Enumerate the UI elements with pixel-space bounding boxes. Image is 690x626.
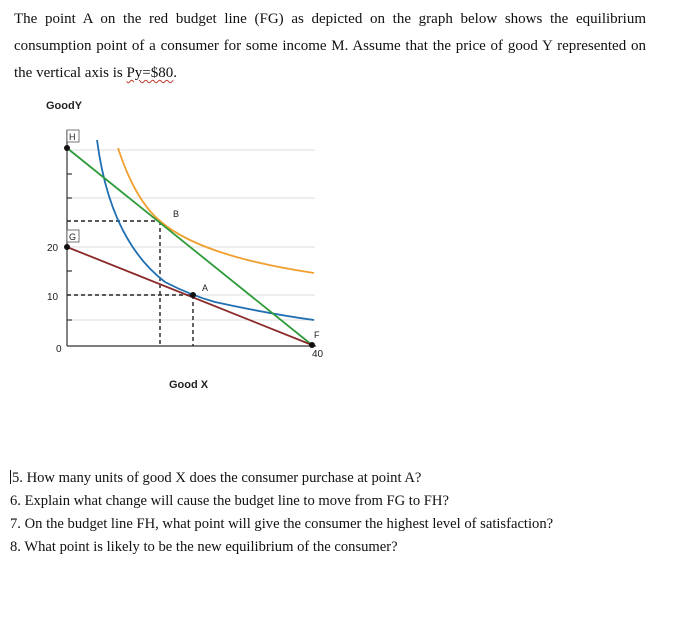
point-label-b: B (173, 209, 180, 219)
text-cursor (10, 470, 11, 484)
y-tick-label-20: 20 (47, 243, 59, 254)
budget-line-fg (67, 247, 312, 345)
problem-text-end: . (173, 65, 178, 81)
point-label-a: A (202, 283, 209, 293)
price-of-good-y: Py=$80 (126, 65, 174, 81)
y-tick-label-10: 10 (47, 292, 59, 303)
question-8: 8. What point is likely to be the new equilibrium of the consumer? (10, 539, 398, 555)
point-label-f: F (314, 330, 320, 340)
indifference-curve-high (118, 148, 314, 273)
point-f-marker (309, 342, 315, 348)
x-tick-label-40: 40 (312, 349, 324, 360)
problem-text: The point A on the red budget line (FG) as depicted on the graph below shows the equilibrium consumption point of a consumer for some income M. Assume that the price of good Y represented on the vertical axis is (14, 11, 646, 81)
question-list (10, 467, 670, 559)
y-axis-title: GoodY (46, 100, 83, 112)
question-7: 7. On the budget line FH, what point will give the consumer the highest level of satisfaction? (10, 516, 554, 532)
problem-statement (14, 6, 646, 87)
axes (67, 130, 316, 346)
indifference-curve-low (97, 140, 314, 320)
budget-indifference-graph (0, 90, 340, 400)
point-label-h-box (67, 130, 79, 142)
point-label-g-box (67, 230, 79, 242)
dashed-guides (67, 221, 193, 346)
point-a-marker (190, 292, 196, 298)
y-tick-label-0: 0 (56, 344, 62, 355)
point-g-marker (64, 244, 70, 250)
x-axis-title: Good X (169, 379, 209, 391)
point-h-marker (64, 145, 70, 151)
question-5: 5. How many units of good X does the consumer purchase at point A? (12, 470, 422, 486)
point-label-h: H (69, 132, 76, 142)
question-6: 6. Explain what change will cause the budget line to move from FG to FH? (10, 493, 449, 509)
point-label-g: G (69, 232, 77, 242)
